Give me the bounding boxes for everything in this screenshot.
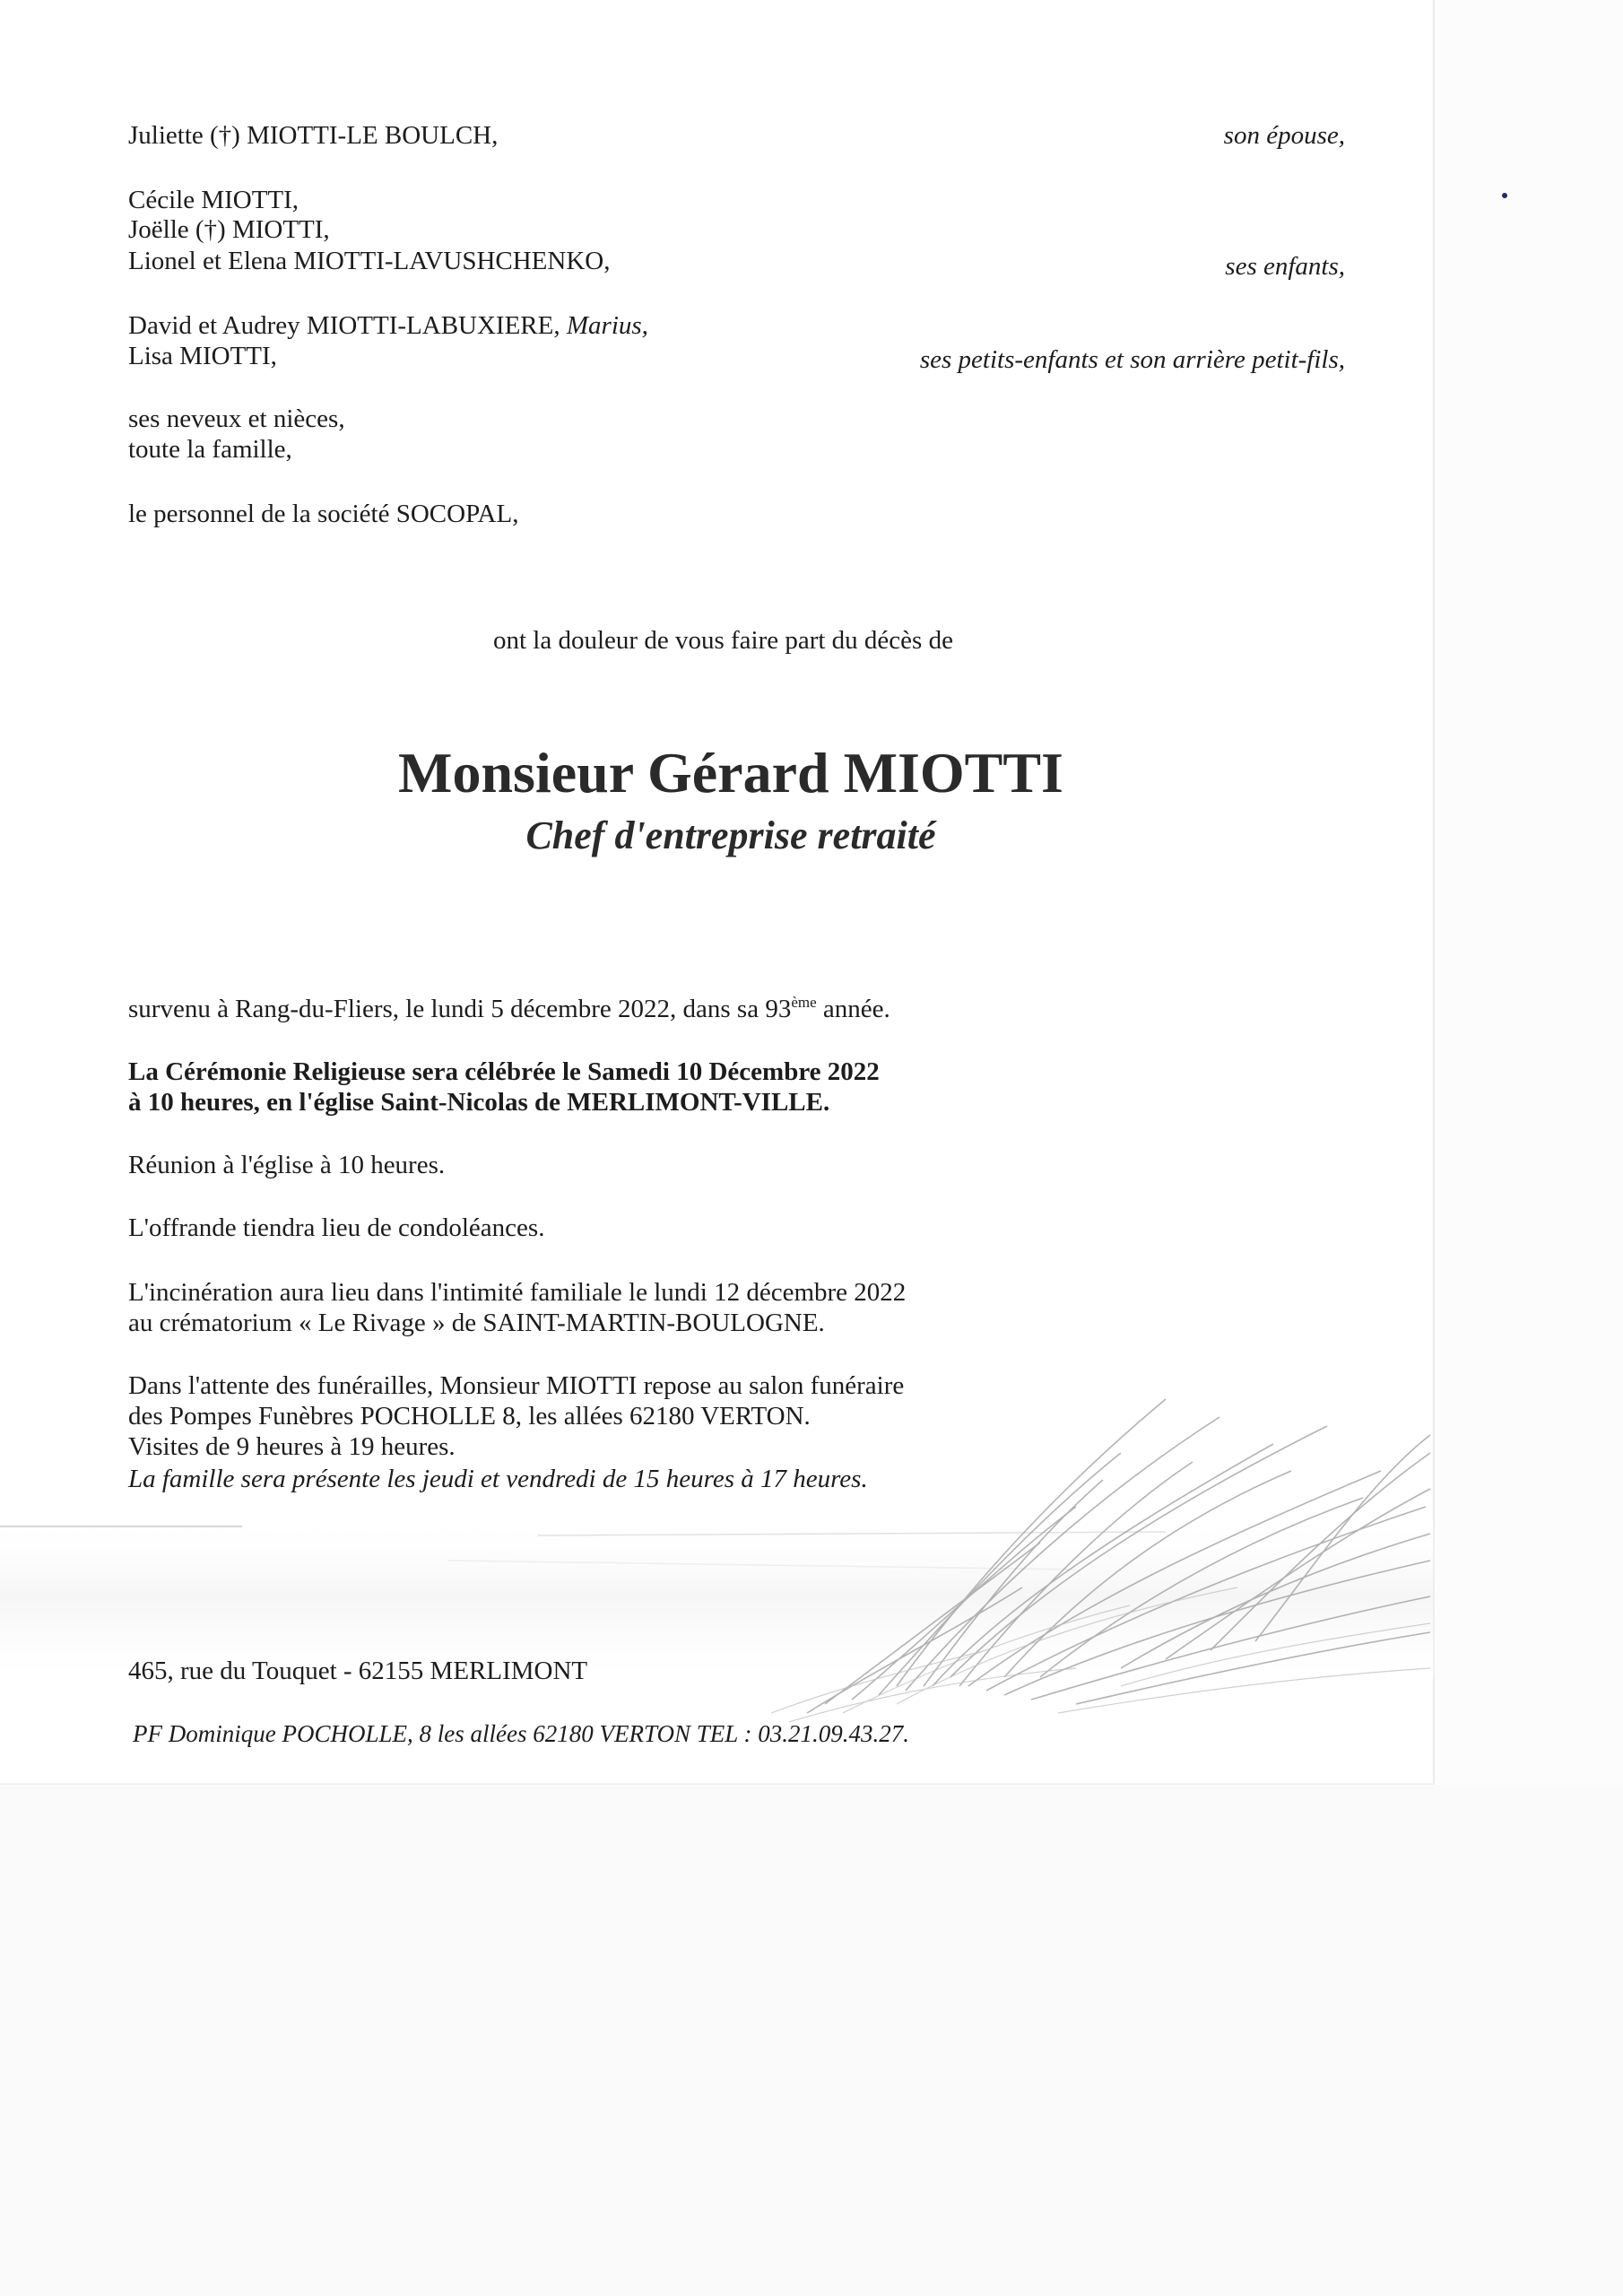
- scan-speck: [1502, 193, 1507, 198]
- great-grandchild-name: Marius,: [566, 311, 648, 340]
- ceremony-line-1: La Cérémonie Religieuse sera célébrée le Samedi 10 Décembre 2022: [128, 1057, 880, 1086]
- wife-role: son épouse,: [1223, 121, 1345, 150]
- grandchildren-line-1: [128, 309, 648, 342]
- visiting-hours: Visites de 9 heures à 19 heures.: [128, 1432, 456, 1461]
- home-address: 465, rue du Touquet - 62155 MERLIMONT: [128, 1657, 588, 1685]
- nephews-nieces: ses neveux et nièces,: [128, 404, 345, 433]
- child-2: Joëlle (†) MIOTTI,: [128, 215, 330, 244]
- children-role: ses enfants,: [1225, 252, 1345, 281]
- ordinal-suffix: ème: [791, 994, 817, 1011]
- church-meeting: Réunion à l'église à 10 heures.: [128, 1151, 446, 1179]
- grandchildren-role: ses petits-enfants et son arrière petit-fils,: [919, 345, 1345, 374]
- ceremony-line-2: à 10 heures, en l'église Saint-Nicolas de MERLIMONT-VILLE.: [128, 1088, 830, 1117]
- wife-name: Juliette (†) MIOTTI-LE BOULCH,: [128, 121, 499, 150]
- grandchildren-names: David et Audrey MIOTTI-LABUXIERE,: [128, 311, 560, 340]
- funeral-home-contact: PF Dominique POCHOLLE, 8 les allées 62180 VERTON TEL : 03.21.09.43.27.: [133, 1720, 910, 1747]
- cremation-line-1: L'incinération aura lieu dans l'intimité familiale le lundi 12 décembre 2022: [128, 1278, 907, 1307]
- death-notice-text: survenu à Rang-du-Fliers, le lundi 5 décembre 2022, dans sa 93: [128, 995, 792, 1023]
- grandchildren-line-2: Lisa MIOTTI,: [128, 342, 277, 370]
- deceased-title: Chef d'entreprise retraité: [525, 813, 936, 857]
- offering-note: L'offrande tiendra lieu de condoléances.: [128, 1213, 545, 1242]
- scan-margin-bottom: [0, 1785, 1623, 2296]
- cremation-line-2: au crématorium « Le Rivage » de SAINT-MARTIN-BOULOGNE.: [128, 1309, 825, 1337]
- family-presence: La famille sera présente les jeudi et vendredi de 15 heures à 17 heures.: [128, 1465, 868, 1493]
- scan-margin-right: [1435, 0, 1623, 1785]
- death-notice-end: année.: [816, 995, 890, 1023]
- announcement-text: ont la douleur de vous faire part du décès de: [493, 626, 953, 655]
- rest-line-1: Dans l'attente des funérailles, Monsieur MIOTTI repose au salon funéraire: [128, 1371, 905, 1400]
- whole-family: toute la famille,: [128, 435, 292, 464]
- company-staff: le personnel de la société SOCOPAL,: [128, 500, 519, 528]
- deceased-name: Monsieur Gérard MIOTTI: [398, 741, 1063, 804]
- rest-line-2: des Pompes Funèbres POCHOLLE 8, les allées 62180 VERTON.: [128, 1402, 811, 1431]
- beach-grass-illustration: [0, 1292, 1435, 1785]
- child-1: Cécile MIOTTI,: [128, 186, 299, 214]
- death-notice: [128, 993, 890, 1025]
- child-3: Lionel et Elena MIOTTI-LAVUSHCHENKO,: [128, 247, 611, 275]
